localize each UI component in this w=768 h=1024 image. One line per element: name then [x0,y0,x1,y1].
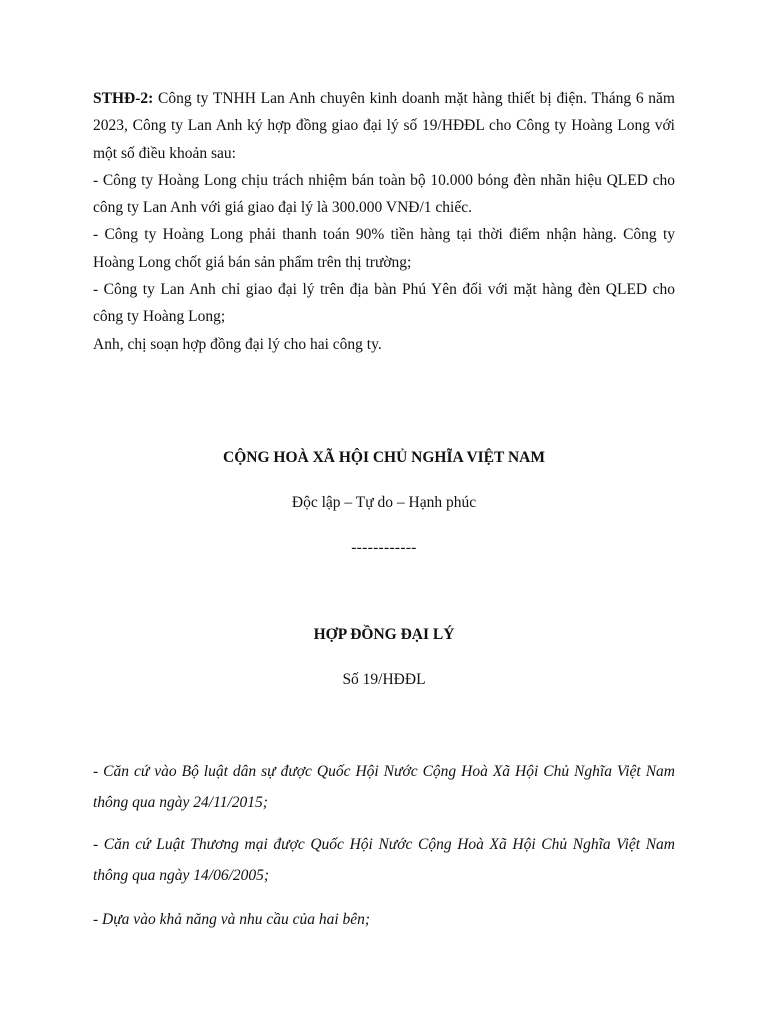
exercise-term: - Công ty Hoàng Long phải thanh toán 90% tiền hàng tại thời điểm nhận hàng. Công ty Hoàng Long chốt giá bán sản phẩm trên thị trường; [93,226,675,271]
exercise-term: - Công ty Hoàng Long chịu trách nhiệm bán toàn bộ 10.000 bóng đèn nhãn hiệu QLED cho công ty Lan Anh với giá giao đại lý là 300.000 VNĐ/1 chiếc. [93,171,675,217]
exercise-task: Anh, chị soạn hợp đồng đại lý cho hai công ty. [93,335,382,353]
exercise-term: - Công ty Lan Anh chỉ giao đại lý trên địa bàn Phú Yên đối với mặt hàng đèn QLED cho công ty Hoàng Long; [93,281,675,326]
contract-title: HỢP ĐỒNG ĐẠI LÝ [313,626,455,643]
legal-basis-item: - Căn cứ vào Bộ luật dân sự được Quốc Hội Nước Cộng Hoà Xã Hội Chủ Nghĩa Việt Nam thông qua ngày 24/11/2015; [93,763,675,811]
national-title: CỘNG HOÀ XÃ HỘI CHỦ NGHĨA VIỆT NAM [223,449,545,466]
exercise-code: STHĐ-2: [93,90,154,107]
legal-basis-item: - Dựa vào khả năng và nhu cầu của hai bên; [93,911,371,928]
header-separator: ------------ [351,539,417,556]
exercise-block [93,85,675,358]
exercise-intro [93,85,675,167]
legal-basis-item: - Căn cứ Luật Thương mại được Quốc Hội Nước Cộng Hoà Xã Hội Chủ Nghĩa Việt Nam thông qua ngày 14/06/2005; [93,836,675,884]
contract-number: Số 19/HĐĐL [342,671,426,688]
national-motto: Độc lập – Tự do – Hạnh phúc [291,494,477,511]
exercise-intro-text: Công ty TNHH Lan Anh chuyên kinh doanh mặt hàng thiết bị điện. Tháng 6 năm 2023, Công ty Lan Anh ký hợp đồng giao đại lý số 19/HĐĐL cho Công ty Hoàng Long với một số điều khoản sau: [93,90,675,162]
